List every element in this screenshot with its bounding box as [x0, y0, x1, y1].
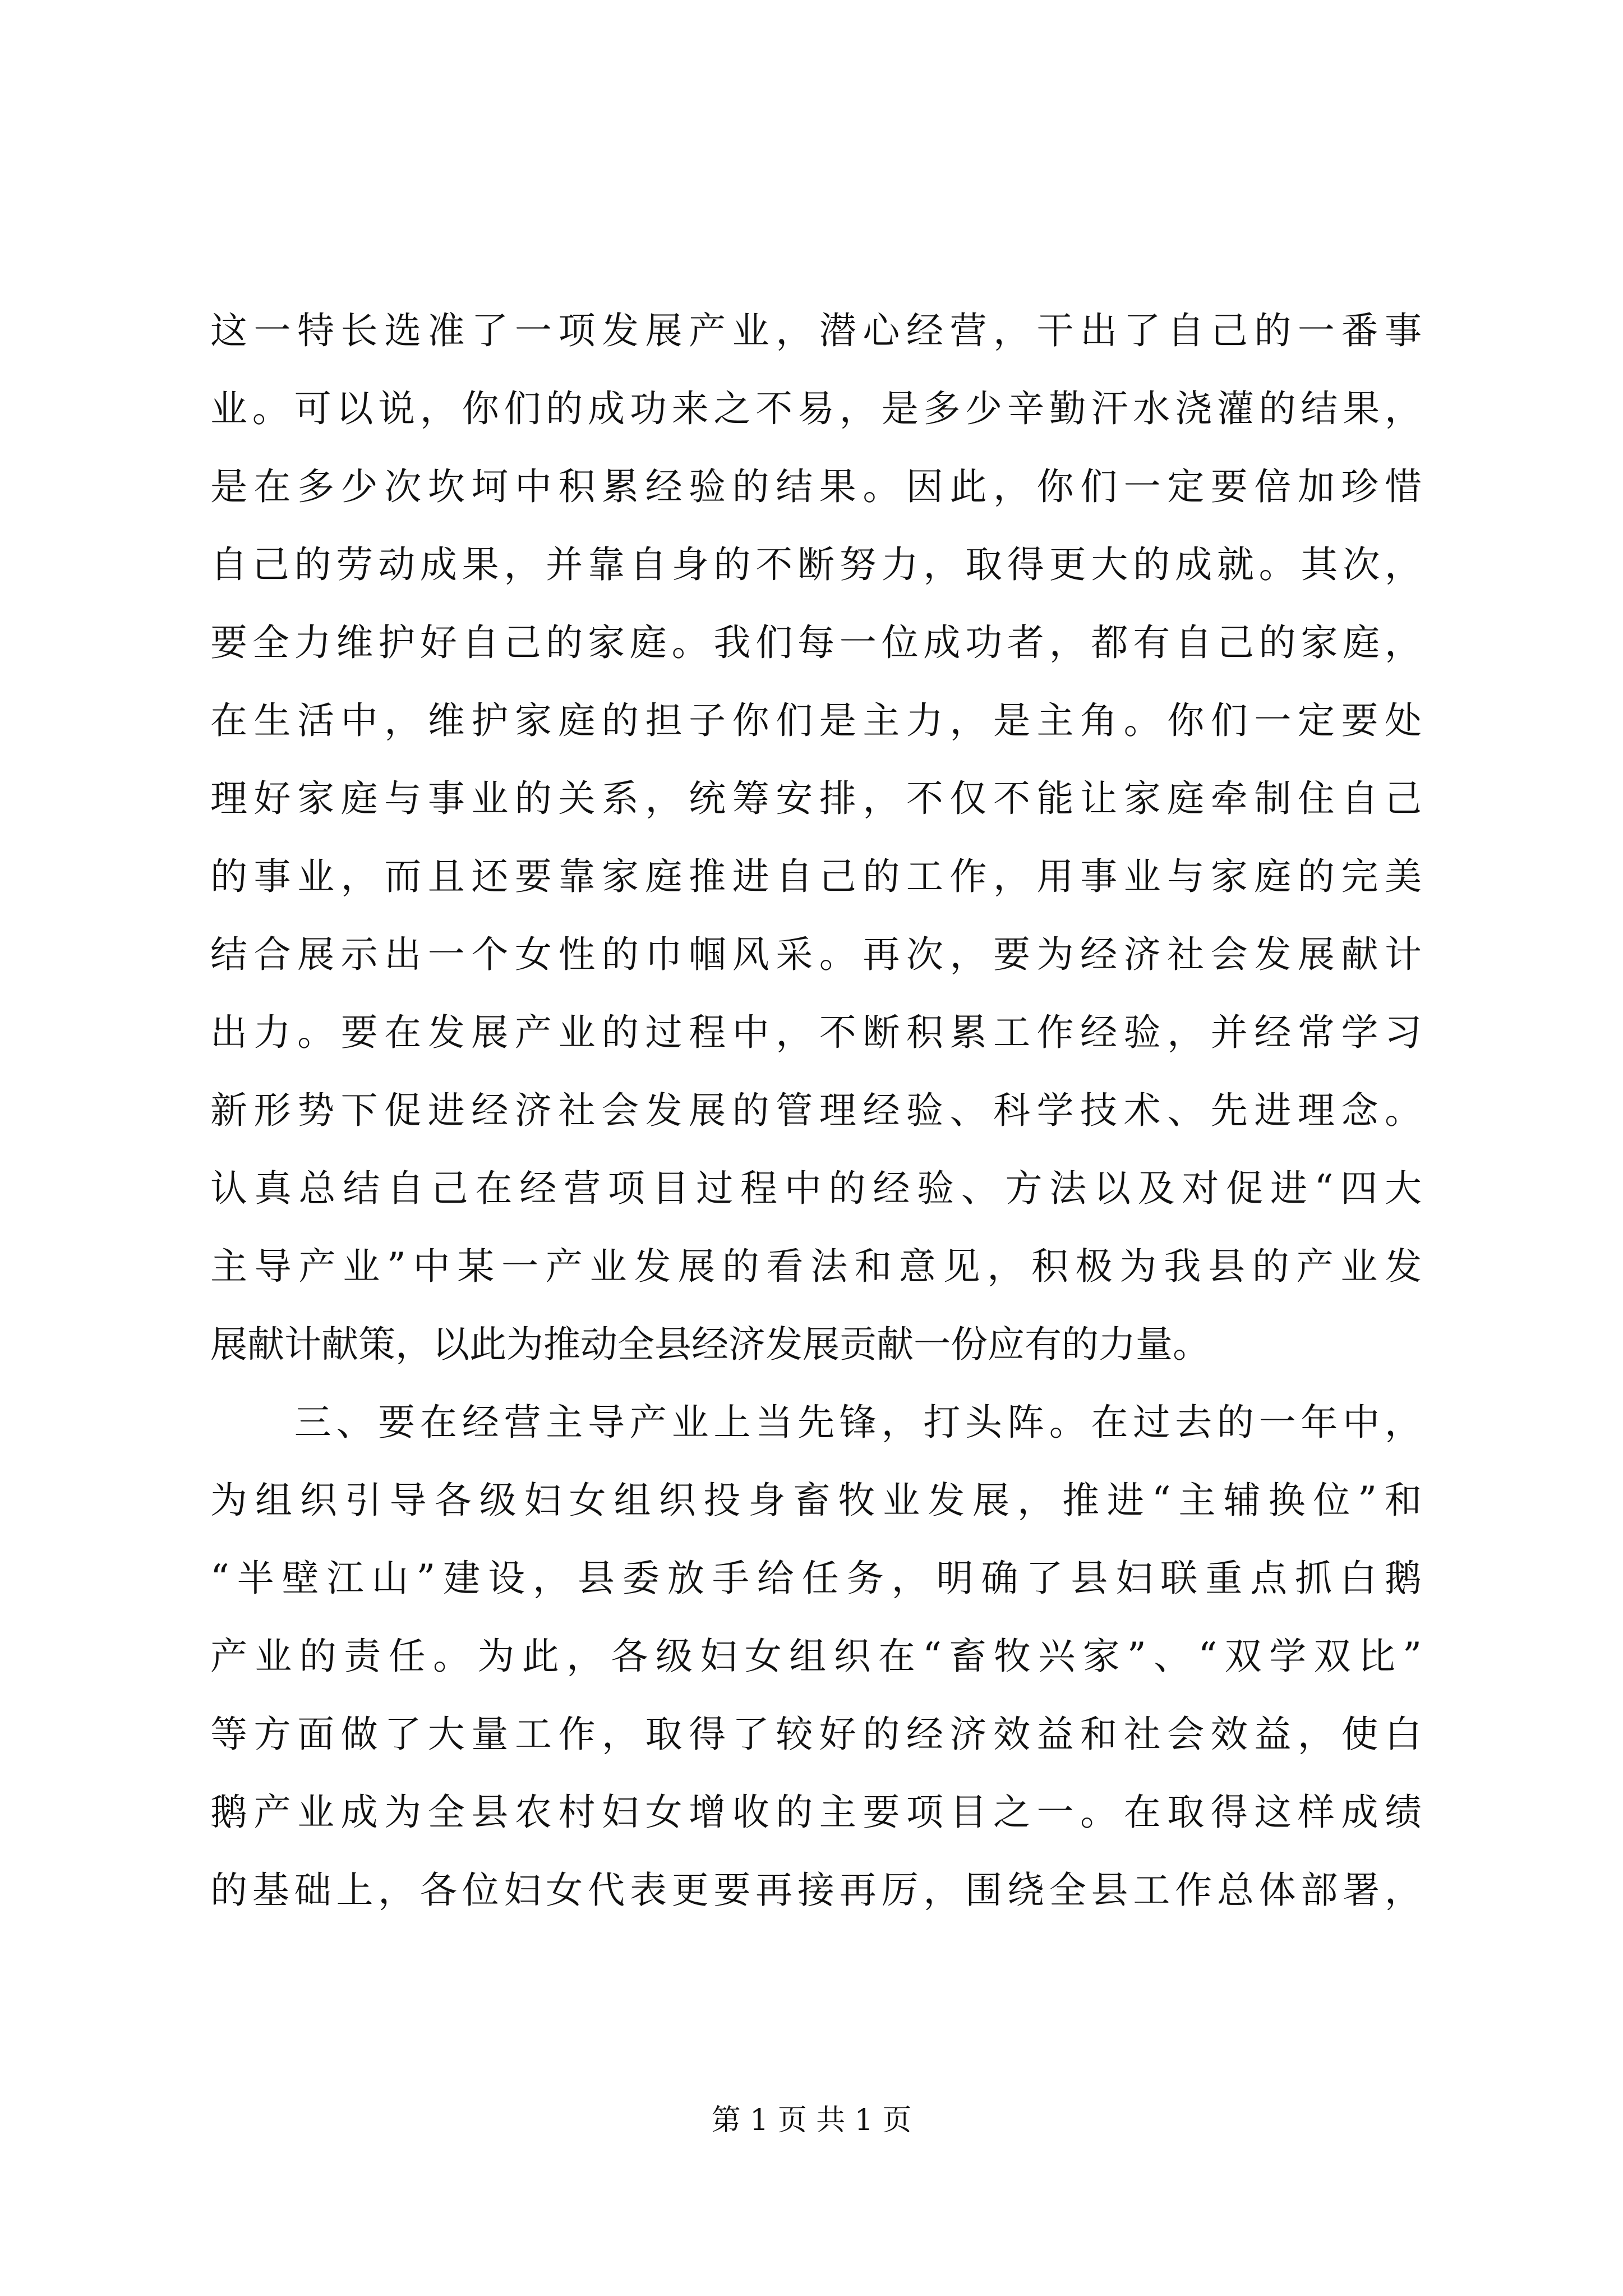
text-line: 新形势下促进经济社会发展的管理经验、科学技术、先进理念。 [210, 1089, 1422, 1132]
text-line: 认真总结自己在经营项目过程中的经验、方法以及对促进“四大 [210, 1167, 1422, 1210]
text-line: 鹅产业成为全县农村妇女增收的主要项目之一。在取得这样成绩 [210, 1791, 1422, 1834]
text-line: 的基础上，各位妇女代表更要再接再厉，围绕全县工作总体部署， [210, 1869, 1422, 1912]
text-line: 主导产业”中某一产业发展的看法和意见，积极为我县的产业发 [210, 1245, 1422, 1288]
text-line: 自己的劳动成果，并靠自身的不断努力，取得更大的成就。其次， [210, 543, 1422, 586]
page-number-footer: 第 1 页 共 1 页 [711, 2104, 912, 2137]
text-line: 业。可以说，你们的成功来之不易，是多少辛勤汗水浇灌的结果， [210, 387, 1422, 430]
text-line: 理好家庭与事业的关系，统筹安排，不仅不能让家庭牵制住自己 [210, 777, 1422, 820]
text-line: 在生活中，维护家庭的担子你们是主力，是主角。你们一定要处 [210, 699, 1422, 742]
text-line: 结合展示出一个女性的巾帼风采。再次，要为经济社会发展献计 [210, 933, 1422, 976]
text-line: 展献计献策，以此为推动全县经济发展贡献一份应有的力量。 [210, 1323, 1210, 1366]
text-line: 的事业，而且还要靠家庭推进自己的工作，用事业与家庭的完美 [210, 855, 1422, 898]
text-line: 为组织引导各级妇女组织投身畜牧业发展，推进“主辅换位”和 [210, 1479, 1422, 1522]
text-line: 等方面做了大量工作，取得了较好的经济效益和社会效益，使白 [210, 1713, 1422, 1756]
text-line: 三、要在经营主导产业上当先锋，打头阵。在过去的一年中， [210, 1401, 1422, 1444]
text-line: 出力。要在发展产业的过程中，不断积累工作经验，并经常学习 [210, 1011, 1422, 1054]
text-line: 产业的责任。为此，各级妇女组织在“畜牧兴家”、“双学双比” [210, 1635, 1422, 1678]
text-line: 要全力维护好自己的家庭。我们每一位成功者，都有自己的家庭， [210, 621, 1422, 664]
text-line: 这一特长选准了一项发展产业，潜心经营，干出了自己的一番事 [210, 309, 1422, 352]
text-line: “半壁江山”建设，县委放手给任务，明确了县妇联重点抓白鹅 [210, 1557, 1422, 1600]
text-line: 是在多少次坎坷中积累经验的结果。因此，你们一定要倍加珍惜 [210, 465, 1422, 508]
